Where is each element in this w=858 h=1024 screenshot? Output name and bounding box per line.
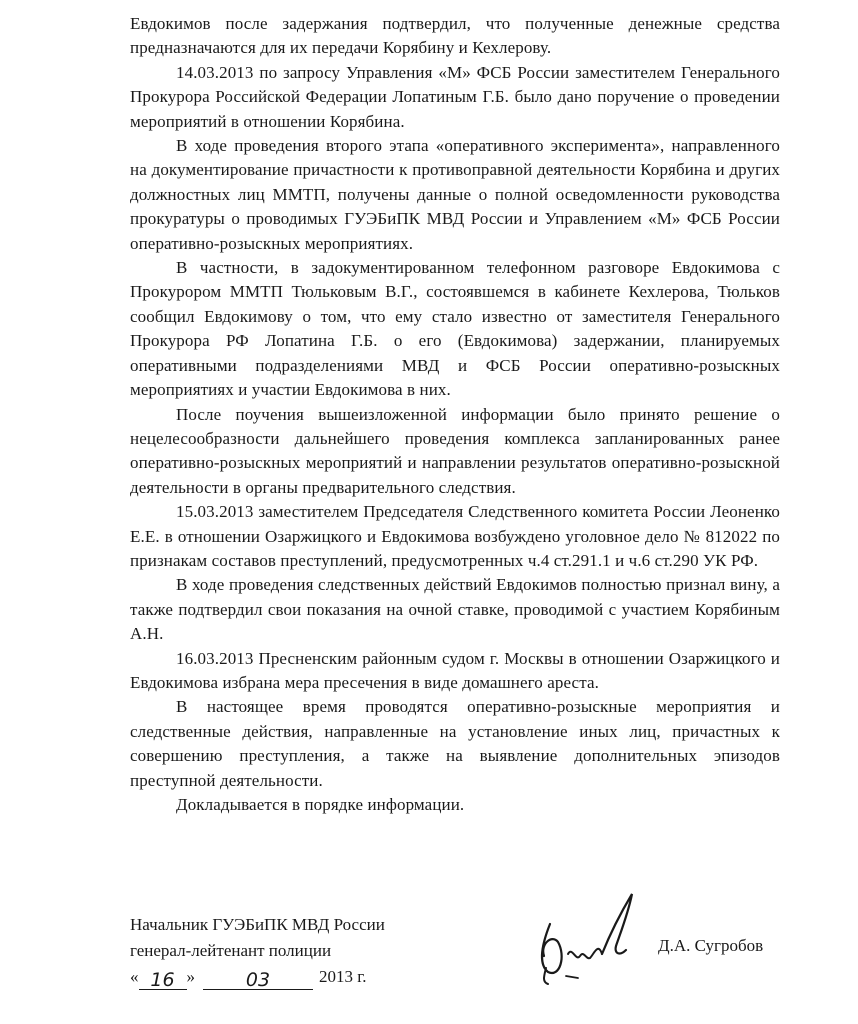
date-month: 03 [203,971,313,990]
paragraph: Евдокимов после задержания подтвердил, что полученные денежные средства предназначаются для их передачи Корябину и Кехлерову. [130,14,780,58]
date-year: 2013 г. [319,967,367,986]
paragraph: В ходе проведения следственных действий Евдокимов полностью признал вину, а также подтвердил свои показания на очной ставке, проводимой с участием Корябиным А.Н. [130,575,780,644]
paragraph: 16.03.2013 Пресненским районным судом г. Москвы в отношении Озаржицкого и Евдокимова избрана мера пресечения в виде домашнего ареста. [130,648,780,692]
paragraph: В настоящее время проводятся оперативно-розыскные мероприятия и следственные действия, направленные на установление иных лиц, причастных к совершению преступления, а также на выявление дополнительных эпизодов преступной деятельности. [130,697,780,790]
signature-block [130,912,385,990]
signature-date [130,964,385,990]
paragraph: В частности, в задокументированном телефонном разговоре Евдокимова с Прокурором ММТП Тюльковым В.Г., состоявшемся в кабинете Кехлерова, Тюльков сообщил Евдокимову о том, что ему стало известно от заместителя Генерального Прокурора РФ Лопатина Г.Б. о его (Евдокимова) задержании, планируемых оперативными подразделениями МВД и ФСБ России оперативно-розыскных мероприятиях и участии Евдокимова в них. [130,258,780,400]
paragraph: 15.03.2013 заместителем Председателя Следственного комитета России Леоненко Е.Е. в отношении Озаржицкого и Евдокимова возбуждено уголовное дело № 812022 по признакам составов преступлений, предусмотренных ч.4 ст.291.1 и ч.6 ст.290 УК РФ. [130,502,780,570]
document-body [130,12,780,817]
date-quote-open: « [130,967,139,986]
signer-rank: генерал-лейтенант полиции [130,941,332,960]
paragraph: Докладывается в порядке информации. [176,795,465,814]
signer-position: Начальник ГУЭБиПК МВД России [130,915,385,934]
date-day: 16 [139,971,187,990]
handwritten-signature [520,884,650,994]
paragraph: После поучения вышеизложенной информации было принято решение о нецелесообразности дальнейшего проведения комплекса запланированных ранее оперативно-розыскных мероприятий и направлении результатов оперативно-розыскной деятельности в органы предварительного следствия. [130,404,780,497]
paragraph: В ходе проведения второго этапа «оперативного эксперимента», направленного на документирование причастности к противоправной деятельности Корябина и других должностных лиц ММТП, получены данные о полной осведомленности руководства прокуратуры о проводимых ГУЭБиПК МВД России и Управлением «М» ФСБ России оперативно-розыскных мероприятиях. [130,136,780,253]
paragraph: 14.03.2013 по запросу Управления «М» ФСБ России заместителем Генерального Прокурора Российской Федерации Лопатиным Г.Б. было дано поручение о проведении мероприятий в отношении Корябина. [130,62,780,131]
date-quote-close: » [186,967,195,986]
signer-name: Д.А. Сугробов [658,936,764,955]
